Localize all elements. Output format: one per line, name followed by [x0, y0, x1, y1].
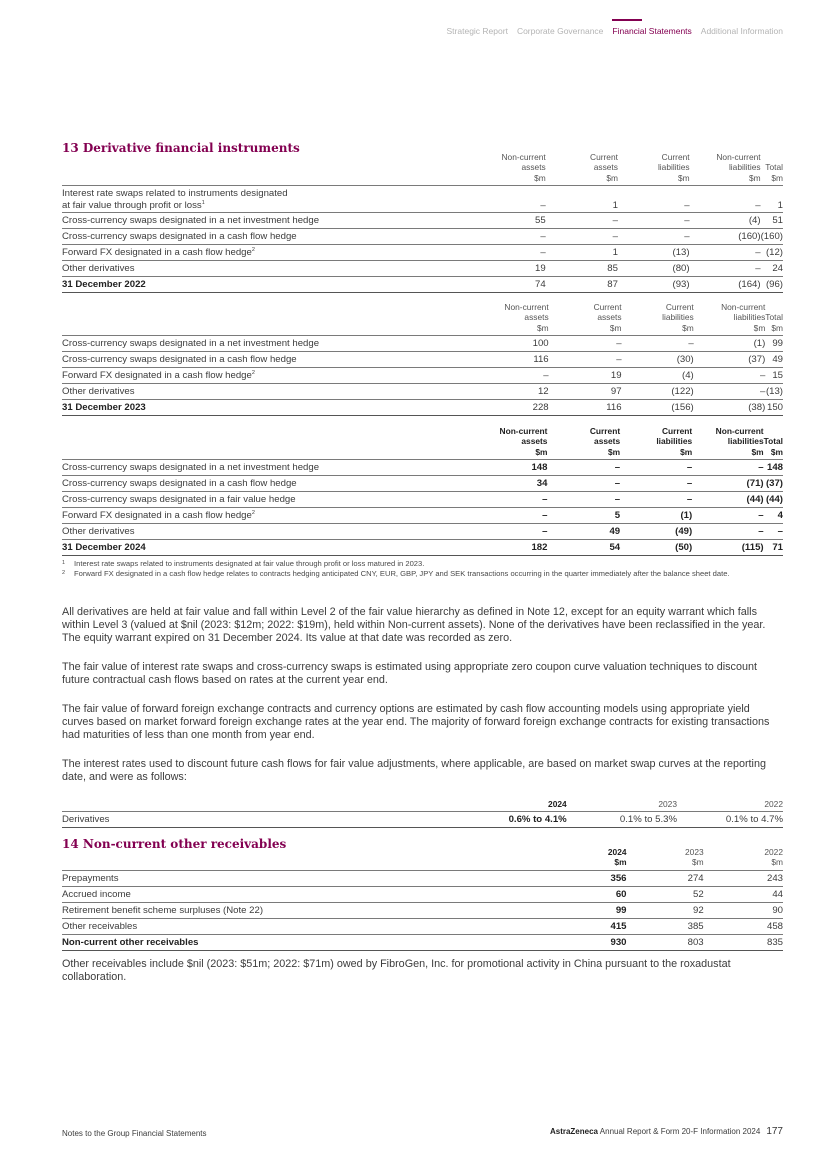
cell: 15 [765, 368, 783, 384]
row-label: Accrued income [62, 886, 547, 902]
page-number: 177 [766, 1126, 783, 1137]
table-row [62, 902, 783, 918]
col-header-current-liabilities: Current liabilities $m [618, 152, 690, 186]
cell: 100 [488, 336, 549, 352]
col-header-total: Total $m [765, 302, 783, 336]
col-header-current-assets: Current assets $m [549, 302, 622, 336]
col-header-noncurrent-liabilities: Non-current liabilities $m [694, 302, 766, 336]
cell: – [547, 476, 620, 492]
cell: 52 [627, 886, 704, 902]
table-row [62, 870, 783, 886]
table-row [62, 918, 783, 934]
table-row [62, 352, 783, 368]
cell: (156) [622, 400, 694, 416]
cell: 243 [704, 870, 783, 886]
cell: – [485, 186, 545, 213]
cell: – [694, 384, 766, 400]
cell: (44) [764, 492, 783, 508]
cell: 99 [547, 902, 626, 918]
col-header-current-assets: Current assets $m [547, 426, 620, 460]
cell: 5 [547, 508, 620, 524]
row-label: Cross-currency swaps designated in a cash flow hedge [62, 476, 487, 492]
table-row [62, 245, 783, 261]
col-header-current-assets: Current assets $m [546, 152, 618, 186]
cell: – [620, 476, 692, 492]
cell: 49 [547, 524, 620, 540]
cell: (38) [694, 400, 766, 416]
row-label: Other derivatives [62, 261, 485, 277]
cell: 116 [488, 352, 549, 368]
col-header-noncurrent-assets: Non-current assets $m [488, 302, 549, 336]
row-label: Non-current other receivables [62, 934, 547, 950]
cell: 19 [549, 368, 622, 384]
row-label: Prepayments [62, 870, 547, 886]
cell: – [546, 229, 618, 245]
cell: (37) [764, 476, 783, 492]
cell: 1 [761, 186, 783, 213]
footer-report-title: AstraZeneca Annual Report & Form 20-F Information 2024 [549, 1127, 761, 1136]
table-row [62, 213, 783, 229]
cell: (4) [690, 213, 761, 229]
cell: – [487, 492, 548, 508]
cell: 44 [704, 886, 783, 902]
cell: 415 [547, 918, 626, 934]
cell: – [620, 492, 692, 508]
row-label: Interest rate swaps related to instruments designated at fair value through profit or loss$^1$ [62, 186, 485, 213]
cell: – [690, 261, 761, 277]
total-row [62, 277, 783, 293]
footnote: 1 Interest rate swaps related to instruments designated at fair value through profit or loss matured in 2023. [62, 559, 425, 568]
cell: 92 [627, 902, 704, 918]
cell: 274 [627, 870, 704, 886]
row-label: 31 December 2023 [62, 400, 488, 416]
row-label: Other receivables [62, 918, 547, 934]
row-label: Cross-currency swaps designated in a net investment hedge [62, 213, 485, 229]
cell: 54 [547, 540, 620, 556]
table-row [62, 886, 783, 902]
cell: 0.6% to 4.1% [459, 812, 567, 828]
row-label: Cross-currency swaps designated in a net investment hedge [62, 336, 488, 352]
cell: (93) [618, 277, 690, 293]
cell: (160) [761, 229, 783, 245]
footer-section-label: Notes to the Group Financial Statements [62, 1129, 207, 1138]
col-header-current-liabilities: Current liabilities $m [622, 302, 694, 336]
cell: – [547, 492, 620, 508]
footer-report-info [550, 1126, 783, 1137]
section-14-title: 14 Non-current other receivables [62, 837, 287, 851]
brand-name: AstraZeneca [549, 1127, 598, 1136]
cell: (122) [622, 384, 694, 400]
table-row [62, 336, 783, 352]
paragraph: The fair value of forward foreign exchange contracts and currency options are estimated by cash flow accounting models using appropriate yield curves based on market forward foreign exchange rates at the year end. The majority of forward foreign exchange contracts for existing transactions had maturities of less than one month from year end. [62, 703, 770, 742]
cell: 87 [546, 277, 618, 293]
paragraph: The fair value of interest rate swaps and cross-currency swaps is estimated using appropriate zero coupon curve valuation techniques to discount future contractual cash flows based on rates at the current year end. [62, 661, 757, 687]
cell: 19 [485, 261, 545, 277]
paragraph: The interest rates used to discount future cash flows for fair value adjustments, where applicable, are based on market swap curves at the reporting date, and were as follows: [62, 758, 766, 784]
cell: 34 [487, 476, 548, 492]
cell: – [546, 213, 618, 229]
table-row [62, 492, 783, 508]
row-label: 31 December 2024 [62, 540, 487, 556]
cell: – [622, 336, 694, 352]
cell: – [618, 229, 690, 245]
derivatives-table-2023 [62, 302, 783, 416]
cell: 228 [488, 400, 549, 416]
cell: – [694, 368, 766, 384]
row-label: Cross-currency swaps designated in a cash flow hedge [62, 352, 488, 368]
cell: (71) [692, 476, 763, 492]
row-label: 31 December 2022 [62, 277, 485, 293]
table-row [62, 460, 783, 476]
cell: 182 [487, 540, 548, 556]
cell: 458 [704, 918, 783, 934]
table-row [62, 368, 783, 384]
cell: 71 [764, 540, 783, 556]
cell: (37) [694, 352, 766, 368]
nav-additional-information[interactable]: Additional Information [700, 26, 783, 36]
cell: 148 [764, 460, 783, 476]
cell: 24 [761, 261, 783, 277]
table-row [62, 186, 783, 213]
cell: 1 [546, 245, 618, 261]
col-header-2023: 2023 $m [627, 847, 704, 870]
cell: 835 [704, 934, 783, 950]
cell: 12 [488, 384, 549, 400]
cell: (1) [694, 336, 766, 352]
cell: 803 [627, 934, 704, 950]
row-label: Forward FX designated in a cash flow hedge$^2$ [62, 245, 485, 261]
table-row [62, 812, 783, 828]
col-header-total: Total $m [764, 426, 783, 460]
cell: (4) [622, 368, 694, 384]
col-header-noncurrent-assets: Non-current assets $m [485, 152, 545, 186]
cell: – [618, 186, 690, 213]
derivatives-table-2022 [62, 152, 783, 293]
cell: – [549, 336, 622, 352]
cell: (1) [620, 508, 692, 524]
cell: – [620, 460, 692, 476]
section-13-title: 13 Derivative financial instruments [62, 141, 300, 155]
cell: 60 [547, 886, 626, 902]
row-label: Cross-currency swaps designated in a net investment hedge [62, 460, 487, 476]
top-navigation [447, 26, 783, 36]
row-label: Retirement benefit scheme surpluses (Note 22) [62, 902, 547, 918]
cell: – [690, 186, 761, 213]
footnotes [62, 559, 783, 579]
discount-rates-table [62, 799, 783, 828]
cell: (12) [761, 245, 783, 261]
cell: 0.1% to 5.3% [567, 812, 677, 828]
cell: – [764, 524, 783, 540]
cell: – [549, 352, 622, 368]
cell: 74 [485, 277, 545, 293]
row-label: Other derivatives [62, 384, 488, 400]
col-header-noncurrent-liabilities: Non-current liabilities $m [690, 152, 761, 186]
table-row [62, 524, 783, 540]
col-header-2024: 2024 $m [547, 847, 626, 870]
row-label: Derivatives [62, 812, 459, 828]
cell: – [618, 213, 690, 229]
receivables-table [62, 847, 783, 951]
cell: – [547, 460, 620, 476]
footnote: 2 Forward FX designated in a cash flow hedge relates to contracts hedging anticipated CNY, EUR, GBP, JPY and SEK transactions occurring in the quarter immediately after the balance sheet date. [62, 569, 730, 578]
cell: 90 [704, 902, 783, 918]
cell: 930 [547, 934, 626, 950]
cell: (160) [690, 229, 761, 245]
cell: (13) [765, 384, 783, 400]
cell: (50) [620, 540, 692, 556]
row-label: Forward FX designated in a cash flow hedge$^2$ [62, 508, 487, 524]
cell: 4 [764, 508, 783, 524]
nav-financial-statements[interactable]: Financial Statements [612, 26, 692, 36]
col-header-noncurrent-assets: Non-current assets $m [487, 426, 548, 460]
col-header-2024: 2024 [459, 799, 567, 812]
cell: 85 [546, 261, 618, 277]
cell: – [485, 245, 545, 261]
col-header-2022: 2022 $m [704, 847, 783, 870]
col-header-noncurrent-liabilities: Non-current liabilities $m [692, 426, 763, 460]
cell: – [690, 245, 761, 261]
cell: 51 [761, 213, 783, 229]
cell: – [485, 229, 545, 245]
cell: 49 [765, 352, 783, 368]
nav-corporate-governance[interactable]: Corporate Governance [516, 26, 604, 36]
col-header-2022: 2022 [677, 799, 783, 812]
cell: 97 [549, 384, 622, 400]
cell: (80) [618, 261, 690, 277]
receivables-note: Other receivables include $nil (2023: $51m; 2022: $71m) owed by FibroGen, Inc. for promotional activity in China pursuant to the roxadustat collaboration. [62, 958, 731, 984]
cell: 0.1% to 4.7% [677, 812, 783, 828]
cell: 116 [549, 400, 622, 416]
row-label: Cross-currency swaps designated in a cash flow hedge [62, 229, 485, 245]
cell: 1 [546, 186, 618, 213]
cell: 99 [765, 336, 783, 352]
cell: 148 [487, 460, 548, 476]
total-row [62, 934, 783, 950]
paragraph: All derivatives are held at fair value and fall within Level 2 of the fair value hierarchy as defined in Note 12, except for an equity warrant which falls within Level 3 (valued at $nil (2023: $12m; 2022: $19m), held within Non-current assets). None of the derivatives have been reclassified in the year. The equity warrant expired on 31 December 2024. Its value at that date was recorded as zero. [62, 606, 766, 645]
cell: (49) [620, 524, 692, 540]
cell: – [692, 460, 763, 476]
total-row [62, 540, 783, 556]
cell: – [488, 368, 549, 384]
table-row [62, 384, 783, 400]
row-label: Forward FX designated in a cash flow hedge$^2$ [62, 368, 488, 384]
col-header-total: Total $m [761, 152, 783, 186]
table-row [62, 508, 783, 524]
cell: 55 [485, 213, 545, 229]
cell: – [487, 508, 548, 524]
table-row [62, 229, 783, 245]
col-header-2023: 2023 [567, 799, 677, 812]
cell: (30) [622, 352, 694, 368]
cell: (96) [761, 277, 783, 293]
cell: (115) [692, 540, 763, 556]
cell: (13) [618, 245, 690, 261]
cell: 150 [765, 400, 783, 416]
cell: 385 [627, 918, 704, 934]
col-header-current-liabilities: Current liabilities $m [620, 426, 692, 460]
cell: 356 [547, 870, 626, 886]
row-label: Other derivatives [62, 524, 487, 540]
cell: (164) [690, 277, 761, 293]
derivatives-table-2024 [62, 426, 783, 556]
cell: – [487, 524, 548, 540]
row-label: Cross-currency swaps designated in a fair value hedge [62, 492, 487, 508]
total-row [62, 400, 783, 416]
cell: (44) [692, 492, 763, 508]
nav-strategic-report[interactable]: Strategic Report [446, 26, 508, 36]
cell: – [692, 508, 763, 524]
cell: – [692, 524, 763, 540]
table-row [62, 476, 783, 492]
table-row [62, 261, 783, 277]
